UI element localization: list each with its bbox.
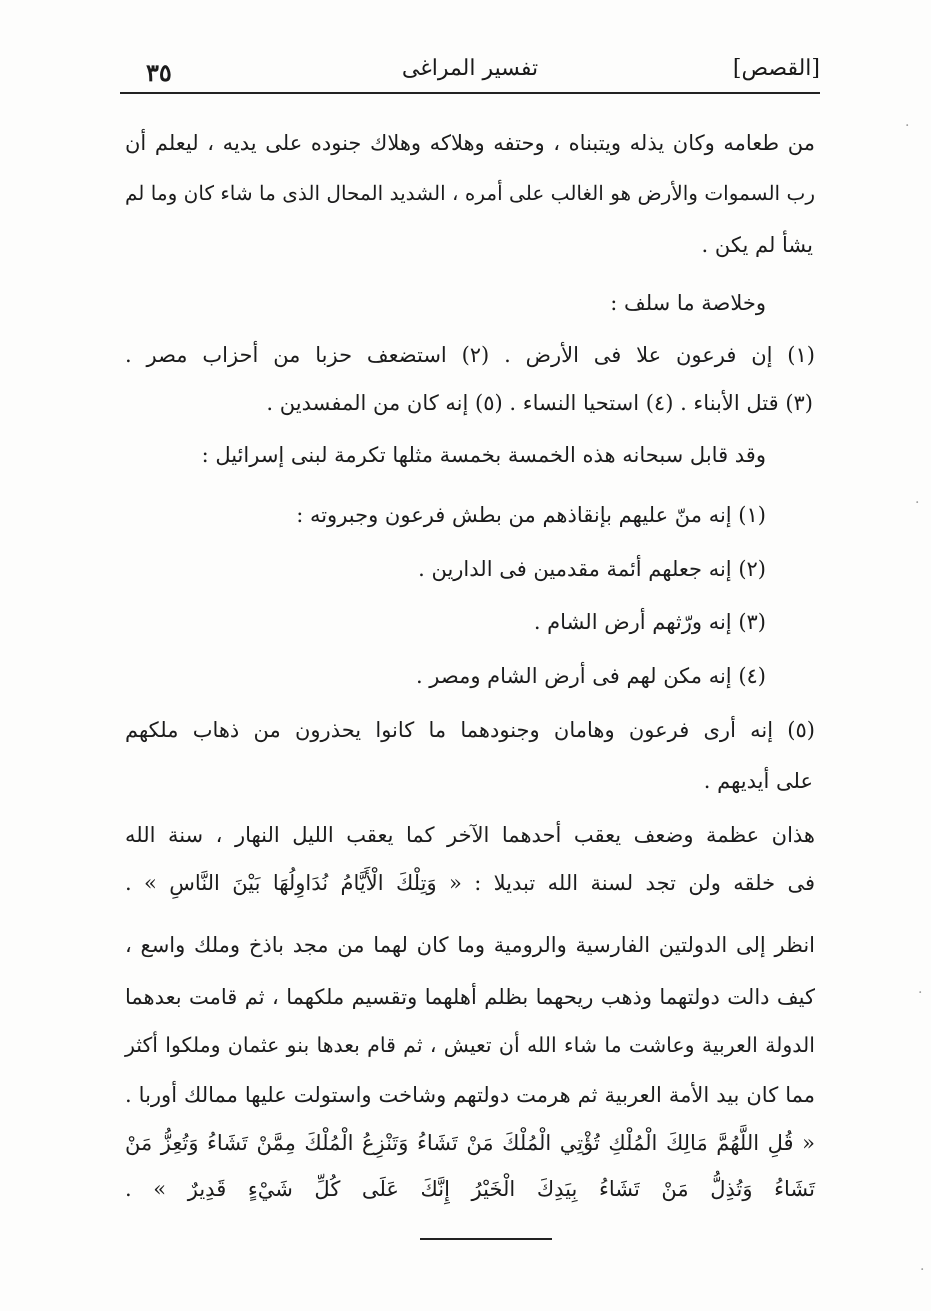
list-item: (٥) إنه أرى فرعون وهامان وجنودهما ما كانوا يحذرون من ذهاب ملكهم (125, 718, 815, 742)
scan-speck: · (905, 118, 910, 134)
text-line: وخلاصة ما سلف : (610, 291, 766, 315)
text-line: (١) إن فرعون علا فى الأرض . (٢) استضعف حزبا من أحزاب مصر . (125, 343, 815, 367)
list-item: (٣) إنه ورّثهم أرض الشام . (533, 610, 766, 634)
text-line: انظر إلى الدولتين الفارسية والرومية وما كان لهما من مجد باذخ وملك واسع ، (125, 933, 815, 957)
text-line: يشأ لم يكن . (701, 233, 813, 257)
text-line: من طعامه وكان يذله ويتبناه ، وحتفه وهلاكه وهلاك جنوده على يديه ، ليعلم أن (125, 131, 815, 155)
book-title: تفسير المراغى (401, 56, 539, 81)
text-line: وقد قابل سبحانه هذه الخمسة بخمسة مثلها تكرمة لبنى إسرائيل : (201, 443, 766, 467)
list-item: (١) إنه منّ عليهم بإنقاذهم من بطش فرعون وجبروته : (296, 503, 766, 527)
text-line: كيف دالت دولتهما وذهب ريحهما بظلم أهلهما وتقسيم ملكهما ، ثم قامت بعدهما (125, 985, 815, 1009)
text-line: على أيديهم . (703, 769, 813, 793)
footnote-rule (420, 1238, 552, 1240)
text-line: (٣) قتل الأبناء . (٤) استحيا النساء . (٥) إنه كان من المفسدين . (266, 391, 813, 415)
page-number: ٣٥ (146, 58, 172, 87)
header-rule (120, 92, 820, 94)
text-line: هذان عظمة وضعف يعقب أحدهما الآخر كما يعقب الليل النهار ، سنة الله (125, 823, 815, 847)
verse-line: « قُلِ اللَّهُمَّ مَالِكَ الْمُلْكِ تُؤْتِي الْمُلْكَ مَنْ تَشَاءُ وَتَنْزِعُ الْمُلْكَ مِمَّنْ تَشَاءُ وَتُعِزُّ مَنْ (125, 1131, 815, 1155)
chapter-name: [القصص] (732, 56, 820, 81)
text-line: فى خلقه ولن تجد لسنة الله تبديلا : « وَتِلْكَ الْأَيَّامُ نُدَاوِلُهَا بَيْنَ النَّاسِ » . (125, 871, 815, 895)
scan-speck: · (915, 495, 920, 511)
scan-speck: · (918, 985, 923, 1001)
verse-line: تَشَاءُ وَتُذِلُّ مَنْ تَشَاءُ بِيَدِكَ الْخَيْرُ إِنَّكَ عَلَى كُلِّ شَيْءٍ قَدِيرٌ » . (125, 1177, 815, 1201)
text-line: مما كان بيد الأمة العربية ثم هرمت دولتهم وشاخت واستولت عليها ممالك أوربا . (125, 1083, 815, 1107)
text-line: الدولة العربية وعاشت ما شاء الله أن تعيش ، ثم قام بعدها بنو عثمان وملكوا أكثر (125, 1033, 815, 1057)
list-item: (٢) إنه جعلهم أئمة مقدمين فى الدارين . (418, 557, 766, 581)
scan-speck: · (920, 1262, 925, 1278)
text-line: رب السموات والأرض هو الغالب على أمره ، الشديد المحال الذى ما شاء كان وما لم (125, 181, 815, 205)
list-item: (٤) إنه مكن لهم فى أرض الشام ومصر . (415, 664, 766, 688)
running-header (120, 48, 820, 94)
